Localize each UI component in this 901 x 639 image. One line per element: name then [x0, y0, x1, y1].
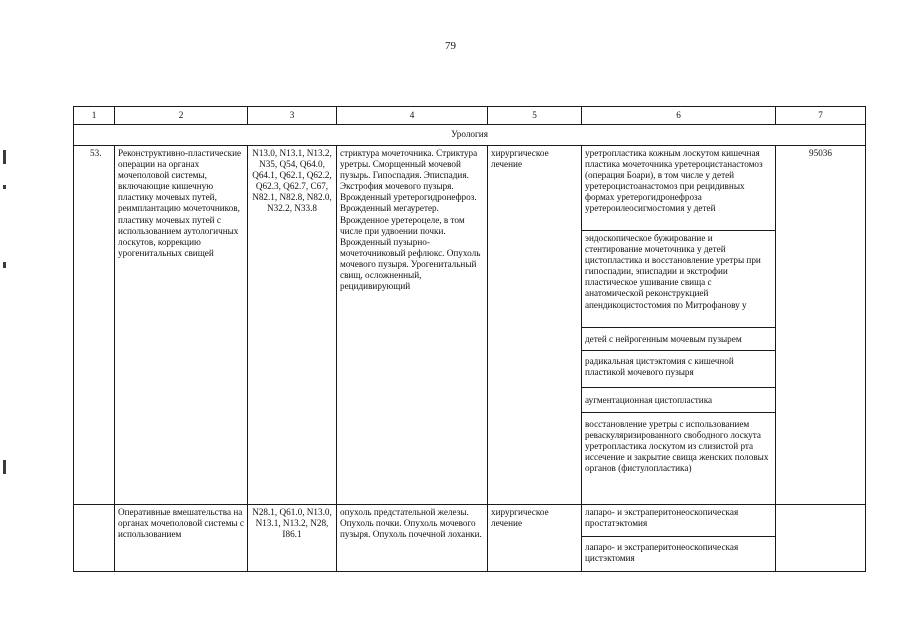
method-item: эндоскопическое бужирование и стентирование мочеточника у детей цистопластика и восстановление уретры при гипоспадии, эписпадии и экстрофии пластическое ушивание свища с анатомической реконструкцией апендикоцистостомия по Митрофанову у	[582, 231, 775, 328]
header-cell: 1	[74, 107, 115, 125]
diagnosis: стриктура мочеточника. Стриктура уретры. Сморщенный мочевой пузырь. Гипоспадия. Эписпадия. Экстрофия мочевого пузыря. Врожденный уретерогидронефроз. Врожденный мегауретер. Врожденное уретероцеле, в том числе при удвоении почки. Врожденный пузырно-мочеточниковый рефлюкс. Опухоль мочевого пузыря. Урогенитальный свищ, осложненный, рецидивирующий	[337, 146, 488, 505]
group-code: 95036	[776, 146, 866, 505]
treatment-type: хирургическое лечение	[488, 505, 582, 572]
header-row	[74, 107, 866, 125]
header-cell: 6	[582, 107, 776, 125]
method-item: лапаро- и экстраперитонеоскопическая цистэктомия	[585, 542, 739, 564]
method-item: лапаро- и экстраперитонеоскопическая простатэктомия	[582, 505, 775, 537]
header-cell: 4	[337, 107, 488, 125]
table-row	[74, 505, 866, 572]
header-cell: 2	[115, 107, 248, 125]
page-number: 79	[445, 40, 456, 52]
scan-edge-mark	[3, 150, 6, 164]
icd-codes: N28.1, Q61.0, N13.0, N13.1, N13.2, N28, I86.1	[248, 505, 337, 572]
method-item: восстановление уретры с использованием реваскуляризированного свободного лоскута уретропластика лоскутом из слизистой рта иссечение и закрытие свища женских половых органов (фистулопластика)	[585, 419, 769, 474]
section-title: Урология	[74, 125, 866, 146]
method-item: уретропластика кожным лоскутом кишечная пластика мочеточника уретероцистанастомоз (операция Боари), в том числе у детей уретероцистоанастомоз при рецидивных формах уретерогидронефроза уретероилеосигмостомия у детей	[582, 146, 775, 231]
group-code	[776, 505, 866, 572]
row-number: 53.	[74, 146, 115, 505]
header-cell: 3	[248, 107, 337, 125]
table-row	[74, 146, 866, 505]
scan-edge-mark	[3, 460, 6, 474]
header-cell: 7	[776, 107, 866, 125]
service-name: Реконструктивно-пластические операции на органах мочеполовой системы, включающие кишечную пластику мочевых путей, реимплантацию мочеточников, пластику мочевых путей с использованием аутологичных лоскутов, коррекцию урогенитальных свищей	[115, 146, 248, 505]
diagnosis: опухоль предстательной железы. Опухоль почки. Опухоль мочевого пузыря. Опухоль почечной лоханки.	[337, 505, 488, 572]
scan-edge-mark	[3, 185, 6, 189]
method-item: радикальная цистэктомия с кишечной пластикой мочевого пузыря	[582, 351, 775, 388]
treatment-type: хирургическое лечение	[488, 146, 582, 505]
icd-codes: N13.0, N13.1, N13.2, N35, Q54, Q64.0, Q64.1, Q62.1, Q62.2, Q62.3, Q62.7, C67, N82.1, N82.8, N82.0, N32.2, N33.8	[248, 146, 337, 505]
scan-edge-mark	[3, 262, 6, 268]
methods-cell	[582, 146, 776, 505]
services-table	[73, 106, 866, 572]
header-cell: 5	[488, 107, 582, 125]
section-row	[74, 125, 866, 146]
service-name: Оперативные вмешательства на органах мочеполовой системы с использованием	[115, 505, 248, 572]
method-item: детей с нейрогенным мочевым пузырем	[582, 328, 775, 351]
row-number	[74, 505, 115, 572]
method-item: аугментационная цистопластика	[582, 388, 775, 413]
methods-cell	[582, 505, 776, 572]
